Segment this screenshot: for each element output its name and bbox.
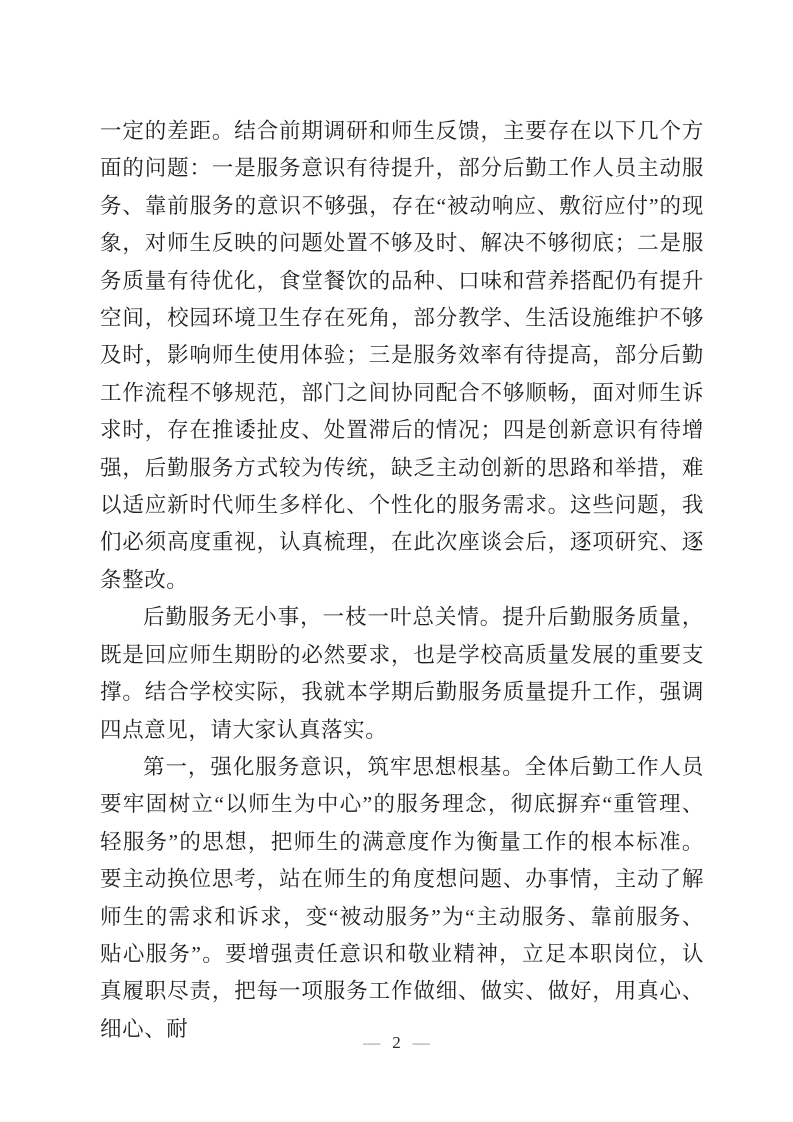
footer-dash-right: — [412,1033,430,1052]
paragraph: 一定的差距。结合前期调研和师生反馈，主要存在以下几个方面的问题：一是服务意识有待提升，部分后勤工作人员主动服务、靠前服务的意识不够强，存在“被动响应、敷衍应付”的现象，对师生反映的问题处置不够及时、解决不够彻底；二是服务质量有待优化，食堂餐饮的品种、口味和营养搭配仍有提升空间，校园环境卫生存在死角，部分教学、生活设施维护不够及时，影响师生使用体验；三是服务效率有待提高，部分后勤工作流程不够规范，部门之间协同配合不够顺畅，面对师生诉求时，存在推诿扯皮、处置滞后的情况；四是创新意识有待增强，后勤服务方式较为传统，缺乏主动创新的思路和举措，难以适应新时代师生多样化、个性化的服务需求。这些问题，我们必须高度重视，认真梳理，在此次座谈会后，逐项研究、逐条整改。 [100,119,704,592]
paragraph: 第一，强化服务意识，筑牢思想根基。全体后勤工作人员要牢固树立“以师生为中心”的服务理念，彻底摒弃“重管理、轻服务”的思想，把师生的满意度作为衡量工作的根本标准。要主动换位思考，站在师生的角度想问题、办事情，主动了解师生的需求和诉求，变“被动服务”为“主动服务、靠前服务、贴心服务”。要增强责任意识和敬业精神，立足本职岗位，认真履职尽责，把每一项服务工作做细、做实、做好，用真心、细心、耐 [100,754,704,1041]
document-body [100,113,704,1048]
page-number: 2 [392,1033,401,1052]
page-footer [0,1031,793,1055]
paragraph: 后勤服务无小事，一枝一叶总关情。提升后勤服务质量，既是回应师生期盼的必然要求，也是学校高质量发展的重要支撑。结合学校实际，我就本学期后勤服务质量提升工作，强调四点意见，请大家认真落实。 [100,605,704,742]
footer-dash-left: — [363,1033,381,1052]
